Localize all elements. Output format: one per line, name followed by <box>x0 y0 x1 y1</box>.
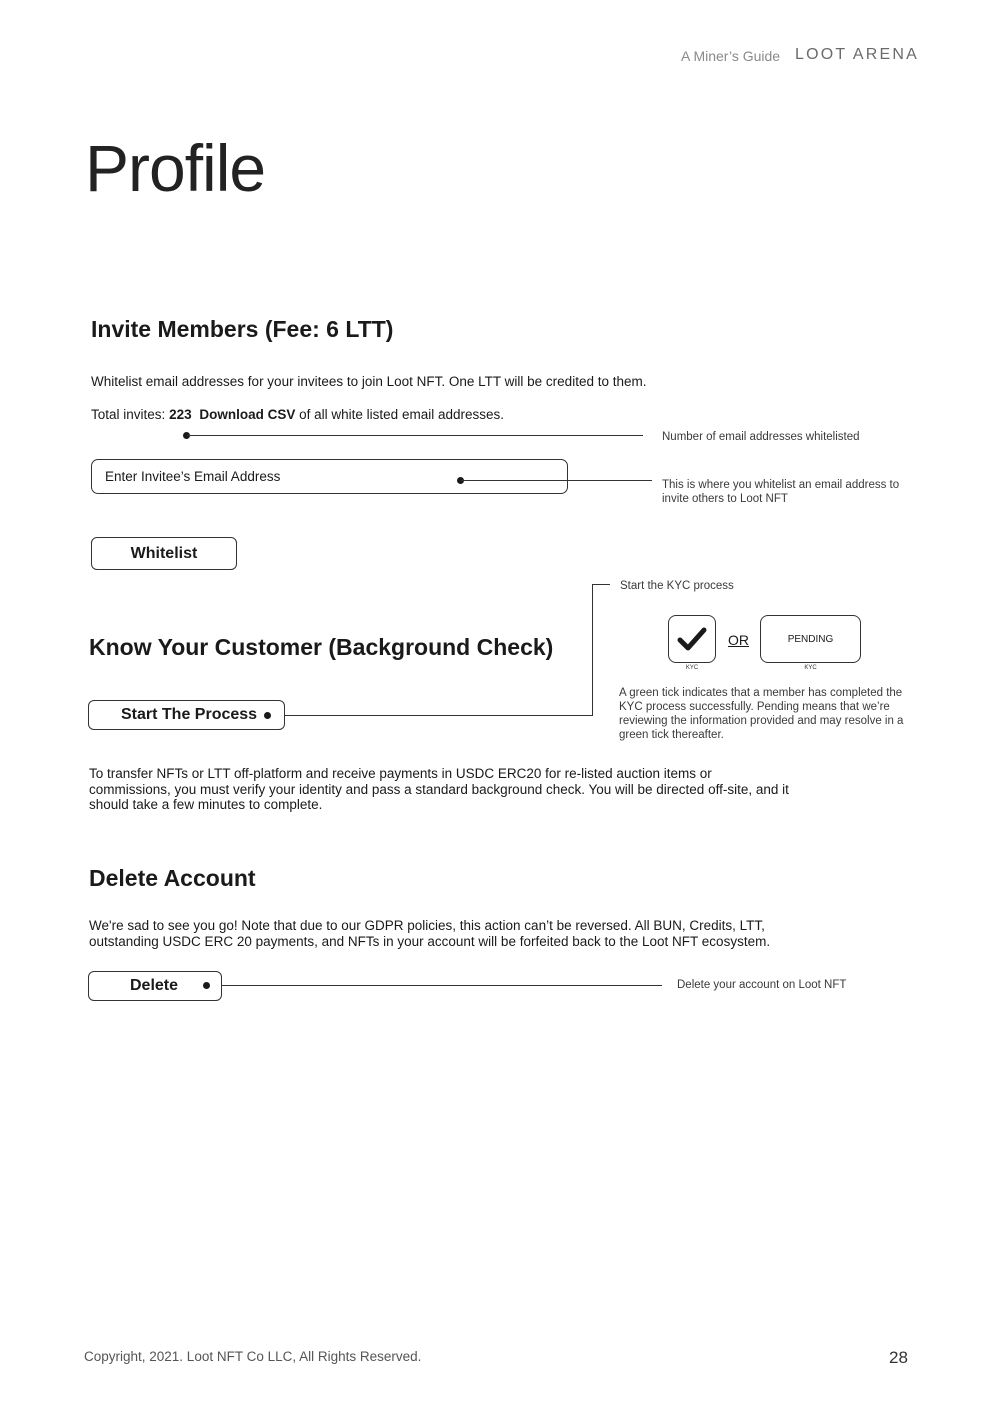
invite-heading: Invite Members (Fee: 6 LTT) <box>91 316 394 342</box>
kyc-callout-vertical <box>592 584 593 716</box>
invite-description: Whitelist email addresses for your invitees to join Loot NFT. One LTT will be credited to them. <box>91 374 647 389</box>
total-invites-count: 223 <box>169 407 192 422</box>
invitee-email-input[interactable] <box>91 459 568 494</box>
checkmark-icon <box>677 626 707 652</box>
page-number: 28 <box>889 1348 908 1367</box>
delete-heading: Delete Account <box>89 865 256 891</box>
callout-line-input <box>461 480 652 481</box>
kyc-verified-badge <box>668 615 716 663</box>
whitelist-button[interactable]: Whitelist <box>91 537 237 570</box>
kyc-verified-caption: KYC <box>685 665 699 671</box>
invitee-email-placeholder: Enter Invitee’s Email Address <box>105 469 281 484</box>
header-guide-title: A Miner’s Guide <box>681 48 781 64</box>
delete-description: We're sad to see you go! Note that due to our GDPR policies, this action can’t be reversed. All BUN, Credits, LTT, outstanding USDC ERC 20 payments, and NFTs in your account will be forfeited back to the Loot NFT ecosystem. <box>89 918 771 949</box>
download-csv-link[interactable]: Download CSV <box>199 407 296 422</box>
annotation-input: This is where you whitelist an email address to invite others to Loot NFT <box>662 479 900 505</box>
callout-line-count <box>187 435 643 436</box>
total-invites-line <box>91 407 504 423</box>
footer-copyright: Copyright, 2021. Loot NFT Co LLC, All Rights Reserved. <box>84 1349 422 1364</box>
annotation-kyc-status: A green tick indicates that a member has completed the KYC process successfully. Pending means that we’re reviewing the information provided and may resolve in a green tick thereafter. <box>619 687 904 741</box>
kyc-pending-badge <box>760 615 861 663</box>
delete-label: Delete <box>130 977 179 994</box>
kyc-heading: Know Your Customer (Background Check) <box>89 634 554 660</box>
annotation-start-kyc: Start the KYC process <box>620 580 734 592</box>
download-csv-suffix: of all white listed email addresses. <box>299 407 504 422</box>
kyc-pending-caption: KYC <box>804 665 817 671</box>
or-label: OR <box>728 632 749 648</box>
callout-dot-start <box>264 712 271 719</box>
total-invites-label: Total invites: <box>91 407 166 422</box>
callout-line-delete <box>222 985 662 986</box>
page-title: Profile <box>85 131 266 205</box>
delete-button[interactable] <box>88 971 222 1001</box>
kyc-description: To transfer NFTs or LTT off-platform and receive payments in USDC ERC20 for re-listed auction items or commissions, you must verify your identity and pass a standard background check. You will be directed off-site, and it should take a few minutes to complete. <box>89 766 789 812</box>
callout-line-start <box>285 715 593 716</box>
annotation-count: Number of email addresses whitelisted <box>662 431 860 443</box>
start-process-button[interactable] <box>88 700 285 730</box>
start-process-label: Start The Process <box>121 706 258 723</box>
callout-dot-delete <box>203 982 210 989</box>
pending-label: PENDING <box>787 633 834 645</box>
loot-arena-logo: LOOT ARENA <box>795 46 919 63</box>
kyc-callout-top <box>592 584 610 585</box>
annotation-delete: Delete your account on Loot NFT <box>677 979 847 991</box>
